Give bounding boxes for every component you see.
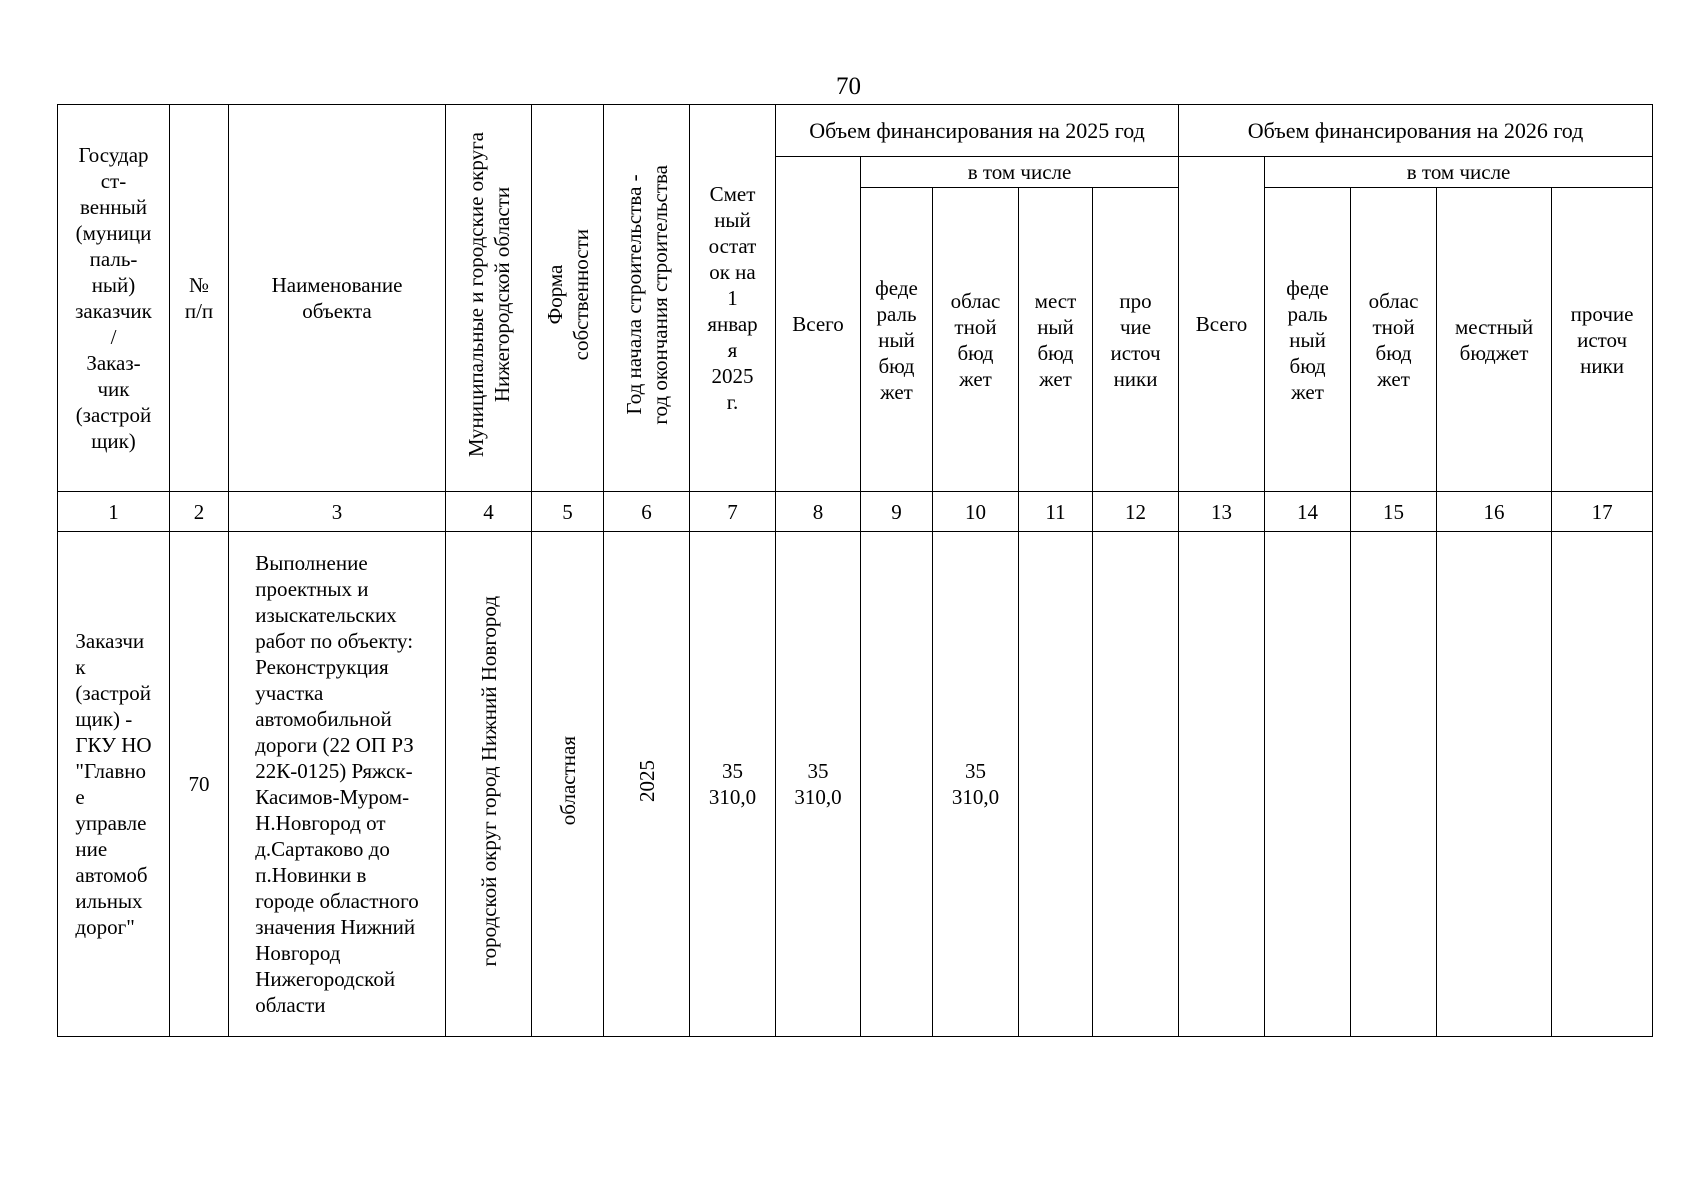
cell-regional-2025: 35 310,0 (933, 532, 1019, 1037)
header-funding-2025: Объем финансирования на 2025 год (776, 105, 1179, 157)
header-including-2025: в том числе (861, 157, 1179, 188)
header-other-2026: прочие источ ники (1552, 188, 1653, 492)
header-estimated-remainder: Смет ный остат ок на 1 январ я 2025 г. (690, 105, 776, 492)
header-federal-2026: феде раль ный бюд жет (1265, 188, 1351, 492)
column-number: 11 (1019, 492, 1093, 532)
column-number: 9 (861, 492, 933, 532)
cell-municipality: городской округ город Нижний Новгород (446, 532, 532, 1037)
column-number: 2 (170, 492, 229, 532)
header-municipality: Муниципальные и городские округа Нижегородской области (446, 105, 532, 492)
column-number: 5 (532, 492, 604, 532)
column-number: 15 (1351, 492, 1437, 532)
construction-funding-table (57, 104, 1653, 1037)
header-funding-2026: Объем финансирования на 2026 год (1179, 105, 1653, 157)
column-number: 4 (446, 492, 532, 532)
header-total-2026: Всего (1179, 157, 1265, 492)
cell-years: 2025 (604, 532, 690, 1037)
header-customer: Государ ст- венный (муници паль- ный) заказчик / Заказ- чик (застрой щик) (58, 105, 170, 492)
header-number: № п/п (170, 105, 229, 492)
column-number: 10 (933, 492, 1019, 532)
column-number: 8 (776, 492, 861, 532)
header-ownership: Форма собственности (532, 105, 604, 492)
column-number: 7 (690, 492, 776, 532)
page-number: 70 (836, 73, 861, 100)
header-regional-2026: облас тной бюд жет (1351, 188, 1437, 492)
column-number: 12 (1093, 492, 1179, 532)
cell-other-2026 (1552, 532, 1653, 1037)
cell-customer: Заказчи к (застрой щик) - ГКУ НО "Главно е управле ние автомоб ильных дорог" (58, 532, 170, 1037)
header-other-2025: про чие источ ники (1093, 188, 1179, 492)
header-total-2025: Всего (776, 157, 861, 492)
header-row (58, 105, 1653, 157)
cell-ownership: областная (532, 532, 604, 1037)
cell-other-2025 (1093, 532, 1179, 1037)
header-regional-2025: облас тной бюд жет (933, 188, 1019, 492)
header-local-2026: местный бюджет (1437, 188, 1552, 492)
header-local-2025: мест ный бюд жет (1019, 188, 1093, 492)
column-number: 14 (1265, 492, 1351, 532)
column-number: 6 (604, 492, 690, 532)
header-construction-years: Год начала строительства - год окончания строительства (604, 105, 690, 492)
cell-number: 70 (170, 532, 229, 1037)
column-number: 16 (1437, 492, 1552, 532)
cell-object-name: Выполнение проектных и изыскательских работ по объекту: Реконструкция участка автомобильной дороги (22 ОП РЗ 22К-0125) Ряжск- Касимов-Муром- Н.Новгород от д.Сартаково до п.Новинки в городе областного значения Нижний Новгород Нижегородской области (229, 532, 446, 1037)
cell-estimated-remainder: 35 310,0 (690, 532, 776, 1037)
cell-total-2025: 35 310,0 (776, 532, 861, 1037)
header-object-name: Наименование объекта (229, 105, 446, 492)
header-including-2026: в том числе (1265, 157, 1653, 188)
cell-regional-2026 (1351, 532, 1437, 1037)
header-federal-2025: феде раль ный бюд жет (861, 188, 933, 492)
column-number: 3 (229, 492, 446, 532)
table-row (58, 532, 1653, 1037)
column-number: 1 (58, 492, 170, 532)
cell-federal-2026 (1265, 532, 1351, 1037)
column-number: 17 (1552, 492, 1653, 532)
column-number: 13 (1179, 492, 1265, 532)
cell-federal-2025 (861, 532, 933, 1037)
column-number-row (58, 492, 1653, 532)
cell-local-2025 (1019, 532, 1093, 1037)
cell-total-2026 (1179, 532, 1265, 1037)
cell-local-2026 (1437, 532, 1552, 1037)
